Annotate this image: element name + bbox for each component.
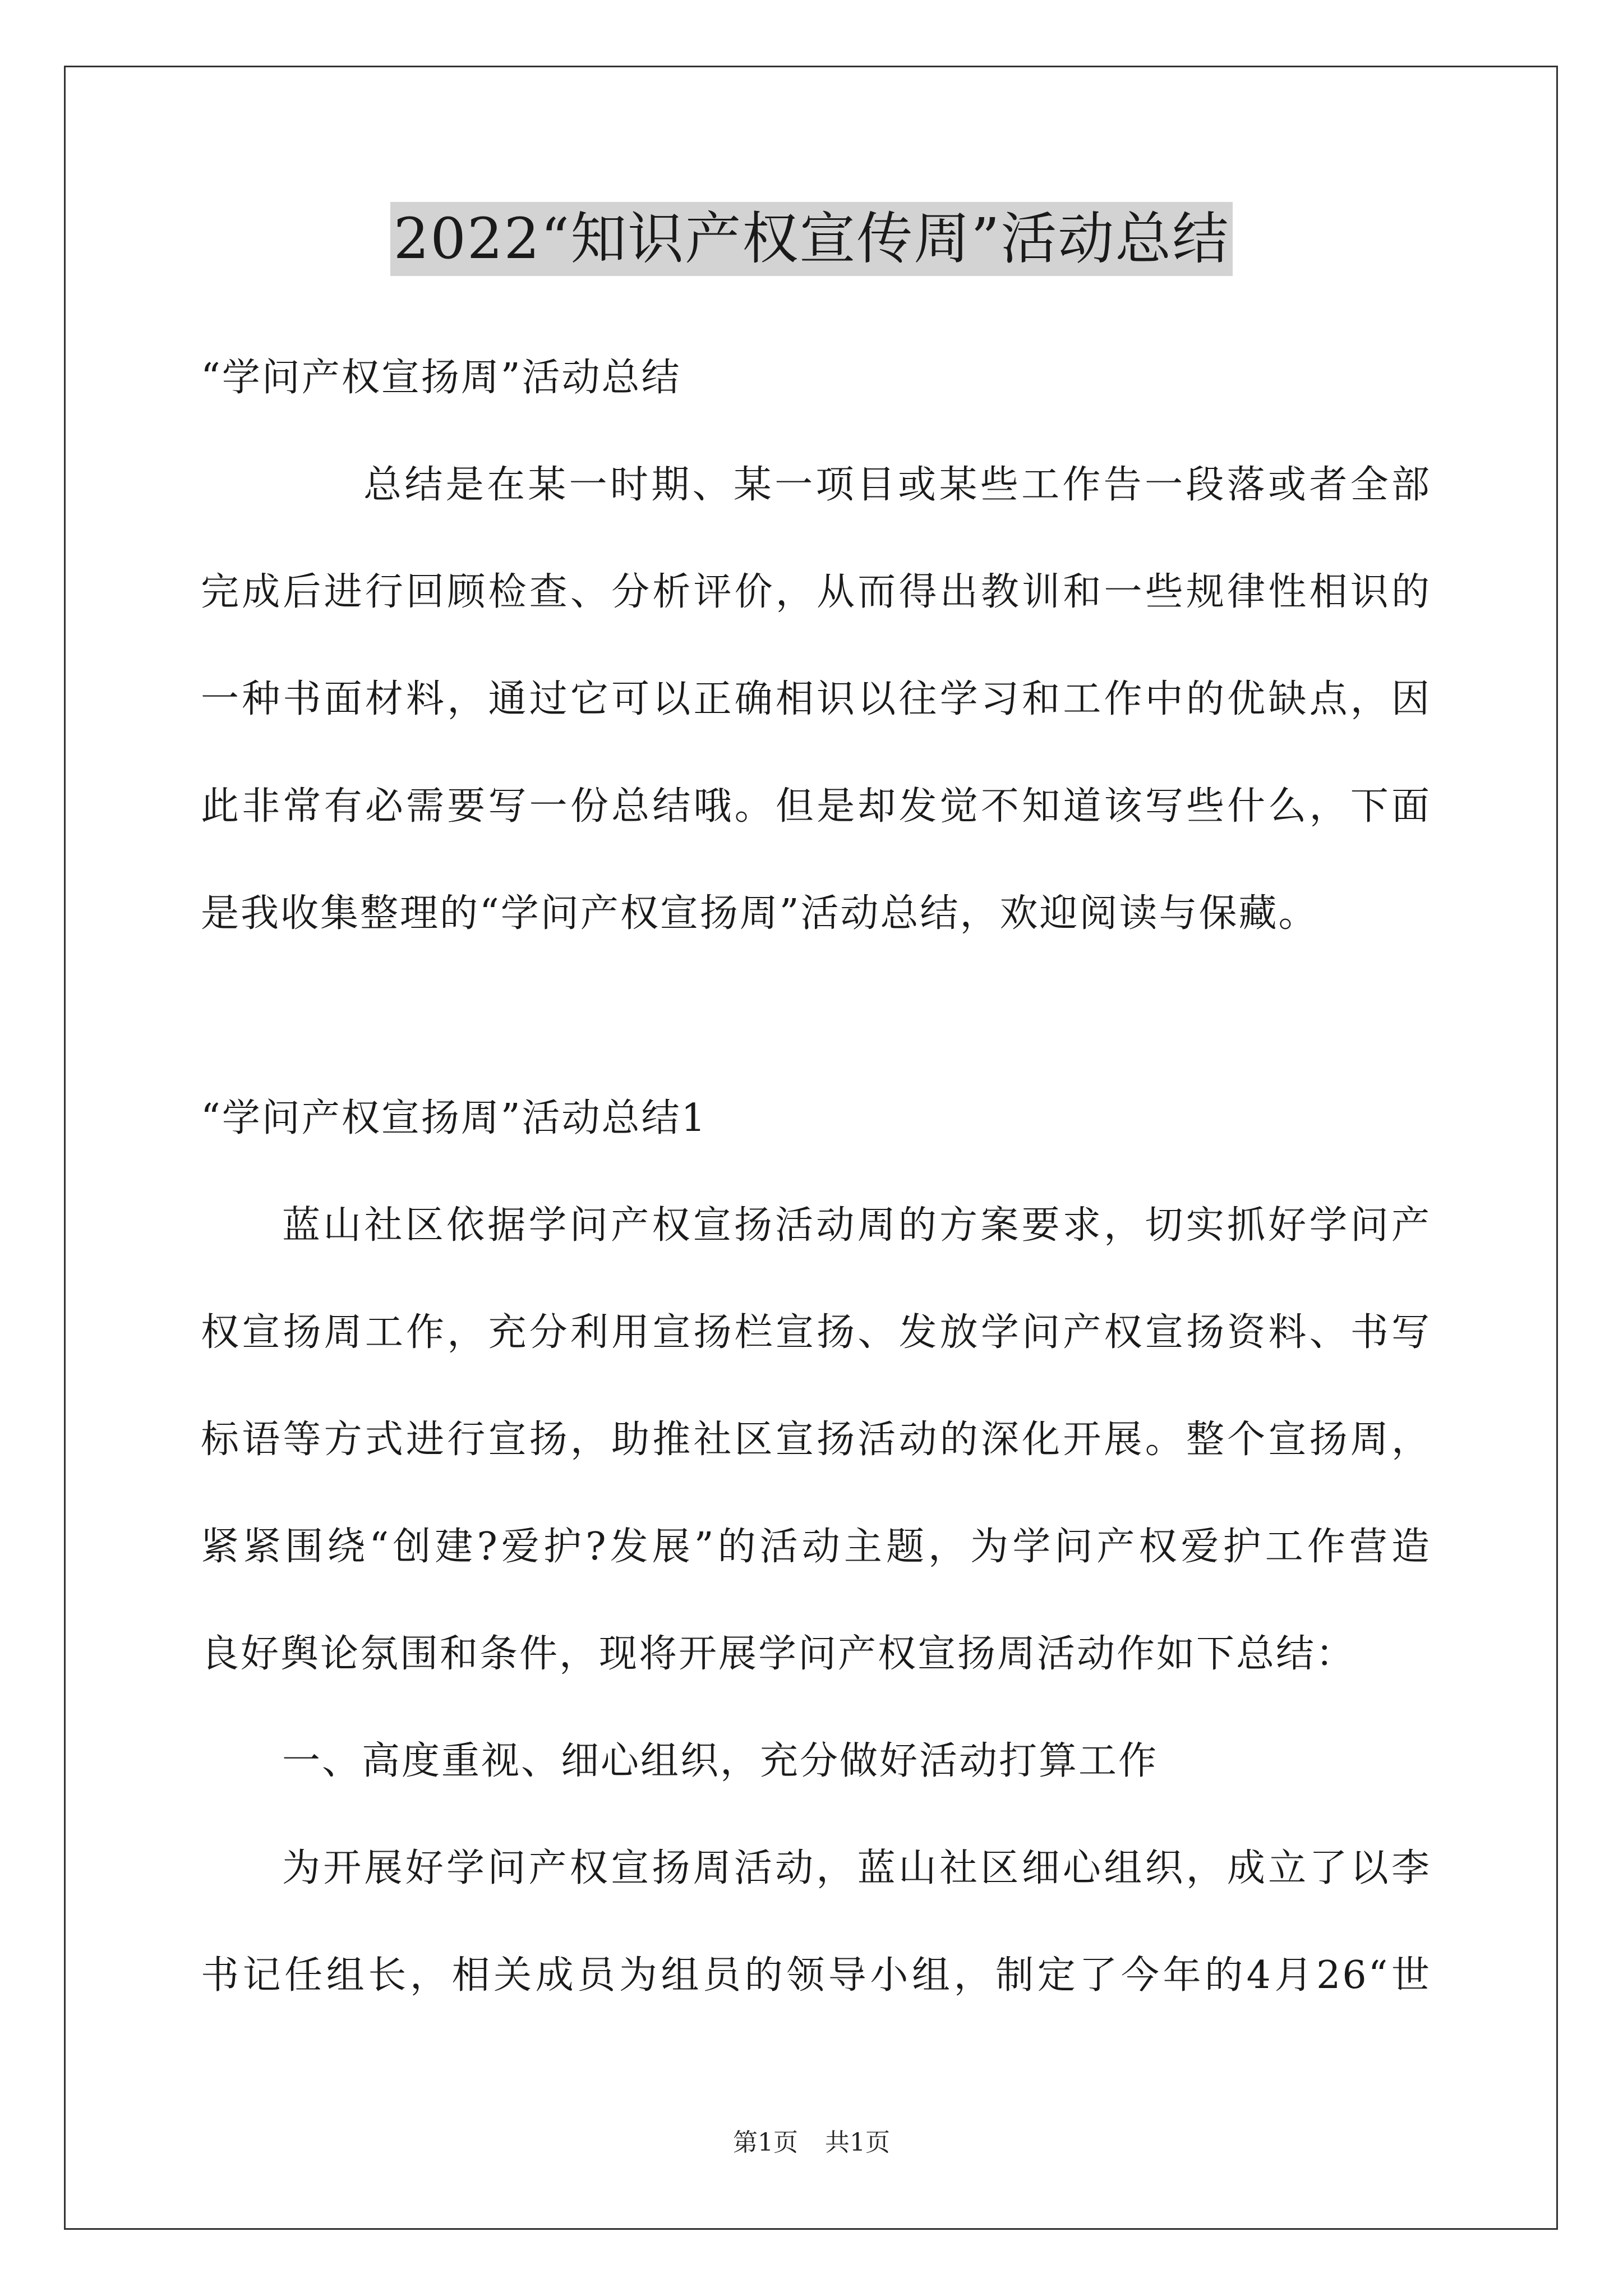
paragraph-line: 总结是在某一时期、某一项目或某些工作告一段落或者全部 <box>363 463 1431 507</box>
paragraph-line: 一种书面材料，通过它可以正确相识以往学习和工作中的优缺点，因 <box>201 677 1431 721</box>
paragraph-line: 权宣扬周工作，充分利用宣扬栏宣扬、发放学问产权宣扬资料、书写 <box>201 1310 1431 1355</box>
subheading-line: 一、高度重视、细心组织，充分做好活动打算工作 <box>282 1739 1159 1783</box>
paragraph-line: 蓝山社区依据学问产权宣扬活动周的方案要求，切实抓好学问产 <box>282 1203 1431 1248</box>
page-footer <box>0 2127 1623 2159</box>
paragraph-line: 为开展好学问产权宣扬周活动，蓝山社区细心组织，成立了以李 <box>282 1846 1431 1890</box>
paragraph-line: 完成后进行回顾检查、分析评价，从而得出教训和一些规律性相识的 <box>201 570 1431 614</box>
paragraph-line: 此非常有必需要写一份总结哦。但是却发觉不知道该写些什么，下面 <box>201 784 1431 829</box>
paragraph-line: 是我收集整理的“学问产权宣扬周”活动总结，欢迎阅读与保藏。 <box>201 891 1318 936</box>
subtitle-line: “学问产权宣扬周”活动总结 <box>201 356 681 400</box>
paragraph-line: 良好舆论氛围和条件，现将开展学问产权宣扬周活动作如下总结： <box>201 1632 1356 1676</box>
paragraph-line: 书记任组长，相关成员为组员的领导小组，制定了今年的4月26“世 <box>201 1953 1431 1998</box>
page-number: 第1页 <box>733 2128 798 2157</box>
paragraph-line: 标语等方式进行宣扬，助推社区宣扬活动的深化开展。整个宣扬周， <box>201 1418 1431 1462</box>
title-container <box>0 202 1623 276</box>
page-total: 共1页 <box>825 2128 890 2157</box>
section-heading: “学问产权宣扬周”活动总结1 <box>201 1096 707 1140</box>
paragraph-line: 紧紧围绕“创建?爱护?发展”的活动主题，为学问产权爱护工作营造 <box>201 1525 1431 1569</box>
document-title: 2022“知识产权宣传周”活动总结 <box>390 202 1233 276</box>
